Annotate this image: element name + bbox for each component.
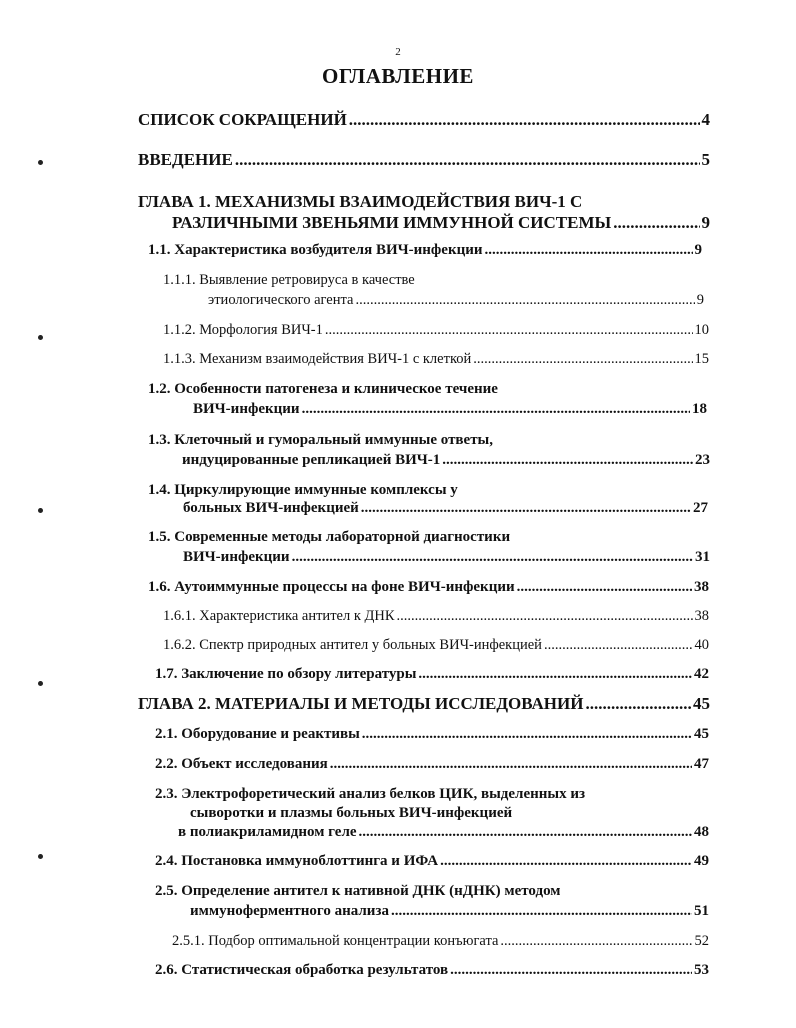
toc-section-1-7 (155, 666, 709, 683)
leader-dots (485, 242, 693, 259)
toc-page-number: 9 (696, 292, 704, 308)
toc-page-number: 18 (692, 401, 707, 417)
toc-page-number: 45 (694, 726, 709, 742)
leader-dots (302, 401, 690, 418)
toc-entry-abbreviations (138, 110, 710, 130)
toc-entry-text: этиологического агента (208, 292, 354, 308)
toc-section-2-6 (155, 962, 709, 979)
toc-page-number: 5 (701, 150, 710, 169)
toc-entry-text: СПИСОК СОКРАЩЕНИЙ (138, 110, 347, 129)
toc-page-number: 48 (694, 824, 709, 840)
toc-page-number: 4 (701, 110, 710, 129)
leader-dots (418, 666, 692, 683)
toc-page-number: 10 (694, 322, 709, 338)
leader-dots (355, 292, 694, 309)
toc-page-number: 9 (701, 213, 710, 232)
toc-page-number: 51 (694, 903, 709, 919)
toc-section-1-1 (148, 242, 702, 259)
margin-dot (38, 335, 43, 340)
toc-subsection-1-1-3 (163, 351, 709, 368)
toc-page-number: 15 (694, 351, 709, 367)
toc-entry-text: 2.1. Оборудование и реактивы (155, 726, 360, 742)
toc-section-1-4 (183, 500, 708, 517)
toc-chapter-1-line1: ГЛАВА 1. МЕХАНИЗМЫ ВЗАИМОДЕЙСТВИЯ ВИЧ-1 С (138, 192, 583, 211)
toc-subsection-1-6-2 (163, 637, 709, 654)
leader-dots (440, 853, 692, 870)
toc-page-number: 42 (694, 666, 709, 682)
toc-entry-text: индуцированные репликацией ВИЧ-1 (182, 452, 441, 468)
toc-section-2-3-line1: 2.3. Электрофоретический анализ белков ЦИК, выделенных из (155, 786, 586, 802)
toc-entry-text: 2.4. Постановка иммуноблоттинга и ИФА (155, 853, 439, 869)
toc-page-number: 31 (695, 549, 710, 565)
leader-dots (442, 452, 693, 469)
toc-entry-text: ВИЧ-инфекции (193, 401, 300, 417)
toc-entry-text: ВИЧ-инфекции (183, 549, 290, 565)
toc-page-number: 49 (694, 853, 709, 869)
toc-page-number: 45 (693, 694, 710, 713)
leader-dots (391, 903, 692, 920)
leader-dots (517, 579, 692, 596)
toc-section-1-5 (183, 549, 710, 566)
leader-dots (544, 637, 693, 654)
toc-entry-introduction (138, 150, 710, 170)
toc-entry-text: РАЗЛИЧНЫМИ ЗВЕНЬЯМИ ИММУННОЙ СИСТЕМЫ (172, 213, 612, 232)
toc-section-2-3 (178, 824, 709, 841)
toc-entry-text: ГЛАВА 2. МАТЕРИАЛЫ И МЕТОДЫ ИССЛЕДОВАНИЙ (138, 694, 584, 713)
toc-entry-text: 1.1. Характеристика возбудителя ВИЧ-инфекции (148, 242, 483, 258)
toc-section-1-3 (182, 452, 710, 469)
toc-section-2-4 (155, 853, 709, 870)
toc-entry-text: ВВЕДЕНИЕ (138, 150, 233, 169)
margin-dot (38, 854, 43, 859)
toc-chapter-1 (172, 213, 710, 233)
toc-page-number: 38 (694, 579, 709, 595)
toc-page-number: 27 (693, 500, 708, 516)
toc-entry-text: больных ВИЧ-инфекцией (183, 500, 359, 516)
leader-dots (349, 110, 700, 130)
leader-dots (359, 824, 692, 841)
toc-subsection-1-1-2 (163, 322, 709, 339)
toc-entry-text: 1.6.1. Характеристика антител к ДНК (163, 608, 395, 624)
page-number: 2 (395, 46, 401, 58)
toc-page-number: 23 (695, 452, 710, 468)
toc-section-1-2-line1: 1.2. Особенности патогенеза и клиническое течение (148, 381, 498, 397)
toc-page-number: 40 (694, 637, 709, 653)
toc-entry-text: в полиакриламидном геле (178, 824, 357, 840)
toc-subsection-1-1-1-line1: 1.1.1. Выявление ретровируса в качестве (163, 272, 415, 288)
leader-dots (473, 351, 692, 368)
toc-subsection-1-6-1 (163, 608, 709, 625)
toc-entry-text: 1.1.2. Морфология ВИЧ-1 (163, 322, 323, 338)
toc-page-number: 53 (694, 962, 709, 978)
leader-dots (450, 962, 692, 979)
toc-entry-text: 1.1.3. Механизм взаимодействия ВИЧ-1 с клеткой (163, 351, 472, 367)
toc-page-number: 9 (694, 242, 702, 258)
toc-section-1-3-line1: 1.3. Клеточный и гуморальный иммунные ответы, (148, 432, 494, 448)
margin-dot (38, 681, 43, 686)
toc-section-1-2 (193, 401, 707, 418)
leader-dots (235, 150, 700, 170)
page-title: ОГЛАВЛЕНИЕ (322, 64, 474, 88)
toc-section-1-5-line1: 1.5. Современные методы лабораторной диагностики (148, 529, 511, 545)
leader-dots (292, 549, 693, 566)
toc-page-number: 47 (694, 756, 709, 772)
margin-dot (38, 160, 43, 165)
toc-section-2-5-line1: 2.5. Определение антител к нативной ДНК (нДНК) методом (155, 883, 561, 899)
toc-page-number: 38 (694, 608, 709, 624)
toc-section-1-4-line1: 1.4. Циркулирующие иммунные комплексы у (148, 482, 458, 498)
toc-section-2-2 (155, 756, 709, 773)
leader-dots (361, 500, 691, 517)
toc-entry-text: 1.6.2. Спектр природных антител у больных ВИЧ-инфекцией (163, 637, 542, 653)
toc-entry-text: 2.2. Объект исследования (155, 756, 328, 772)
leader-dots (397, 608, 693, 625)
toc-page-number: 52 (694, 933, 709, 949)
toc-entry-text: 1.6. Аутоиммунные процессы на фоне ВИЧ-инфекции (148, 579, 515, 595)
toc-section-2-3-line2: сыворотки и плазмы больных ВИЧ-инфекцией (190, 805, 513, 821)
leader-dots (500, 933, 692, 950)
leader-dots (613, 213, 699, 233)
toc-entry-text: 2.6. Статистическая обработка результатов (155, 962, 449, 978)
toc-chapter-2 (138, 694, 710, 714)
leader-dots (362, 726, 692, 743)
leader-dots (330, 756, 692, 773)
margin-dot (38, 508, 43, 513)
toc-subsection-2-5-1 (172, 933, 709, 950)
toc-entry-text: 2.5.1. Подбор оптимальной концентрации конъюгата (172, 933, 499, 949)
leader-dots (325, 322, 693, 339)
toc-entry-text: 1.7. Заключение по обзору литературы (155, 666, 417, 682)
toc-entry-text: иммуноферментного анализа (190, 903, 389, 919)
toc-section-2-5 (190, 903, 709, 920)
toc-subsection-1-1-1 (208, 292, 704, 309)
leader-dots (585, 694, 691, 714)
toc-section-1-6 (148, 579, 709, 596)
toc-section-2-1 (155, 726, 709, 743)
